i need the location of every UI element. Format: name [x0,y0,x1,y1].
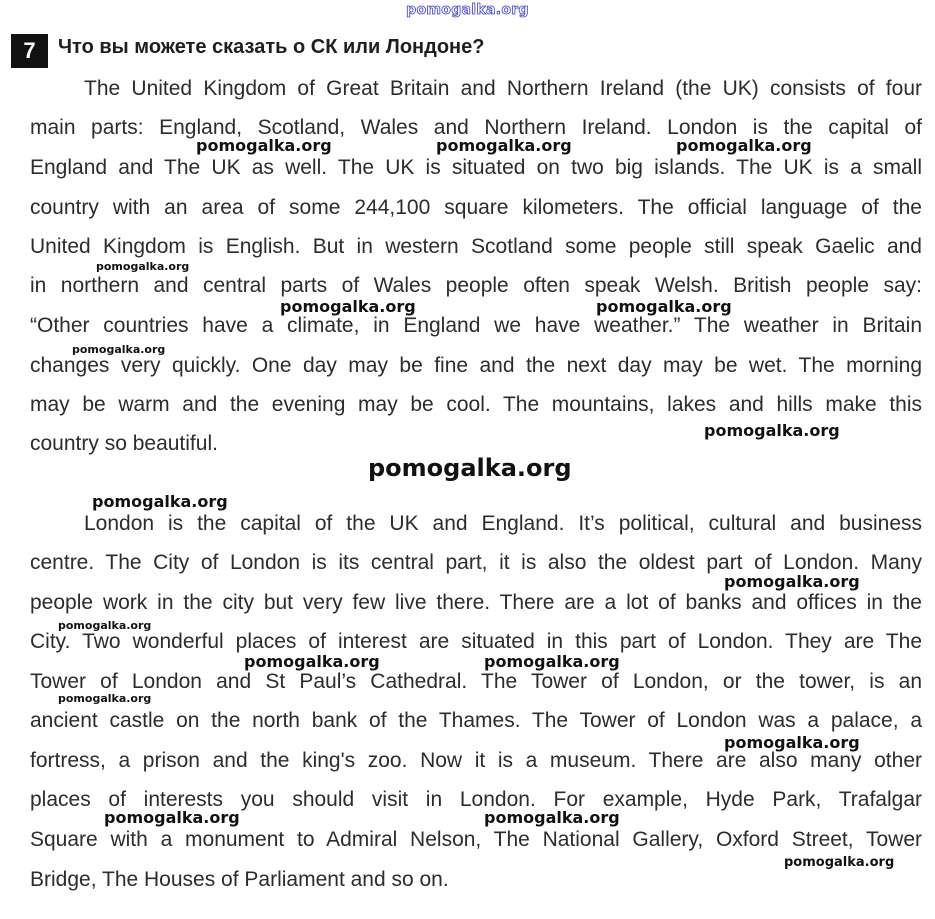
watermark: pomogalka.org [596,297,732,316]
text-line: people work in the city but very few live there. There are a lot of banks and offices in the [30,591,922,614]
watermark: pomogalka.org [96,260,190,273]
text-line: places of interests you should visit in London. For example, Hyde Park, Trafalgar [30,788,922,811]
text-line: “Other countries have a climate, in England we have weather.” The weather in Britain [30,314,922,337]
watermark: pomogalka.org [704,421,840,440]
watermark: pomogalka.org [484,652,620,671]
watermark: pomogalka.org [244,652,380,671]
text-line: England and The UK as well. The UK is situated on two big islands. The UK is a small [30,156,922,179]
watermark: pomogalka.org [72,343,166,356]
watermark: pomogalka.org [280,297,416,316]
watermark: pomogalka.org [676,136,812,155]
exercise-number-badge: 7 [11,34,48,68]
watermark: pomogalka.org [58,619,152,632]
text-line: Tower of London and St Paul’s Cathedral. The Tower of London, or the tower, is an [30,670,922,693]
text-line: London is the capital of the UK and England. It’s political, cultural and business [84,512,922,535]
text-line: centre. The City of London is its central part, it is also the oldest part of London. Many [30,551,922,574]
watermark: pomogalka.org [484,808,620,827]
watermark-large: pomogalka.org [368,454,572,482]
watermark: pomogalka.org [58,692,152,705]
watermark: pomogalka.org [104,808,240,827]
watermark: pomogalka.org [724,572,860,591]
text-line: ancient castle on the north bank of the Thames. The Tower of London was a palace, a [30,709,922,732]
text-line: may be warm and the evening may be cool. The mountains, lakes and hills make this [30,393,922,416]
watermark: pomogalka.org [92,492,228,511]
watermark: pomogalka.org [436,136,572,155]
text-line: Square with a monument to Admiral Nelson, The National Gallery, Oxford Street, Tower [30,828,922,851]
text-line: The United Kingdom of Great Britain and Northern Ireland (the UK) consists of four [84,77,922,100]
text-line: country so beautiful. [30,432,218,455]
exercise-question: Что вы можете сказать о СК или Лондоне? [58,36,485,58]
text-line: main parts: England, Scotland, Wales and Northern Ireland. London is the capital of [30,116,922,139]
text-line: City. Two wonderful places of interest are situated in this part of London. They are The [30,630,922,653]
top-watermark: pomogalka.org [406,2,529,18]
watermark: pomogalka.org [784,855,895,870]
text-line: fortress, a prison and the king's zoo. Now it is a museum. There are also many other [30,749,922,772]
text-line: country with an area of some 244,100 square kilometers. The official language of the [30,196,922,219]
text-line: Bridge, The Houses of Parliament and so on. [30,868,449,891]
text-line: changes very quickly. One day may be fine and the next day may be wet. The morning [30,354,922,377]
watermark: pomogalka.org [196,136,332,155]
text-line: United Kingdom is English. But in western Scotland some people still speak Gaelic and [30,235,922,258]
watermark: pomogalka.org [724,733,860,752]
text-line: in northern and central parts of Wales people often speak Welsh. British people say: [30,274,922,297]
